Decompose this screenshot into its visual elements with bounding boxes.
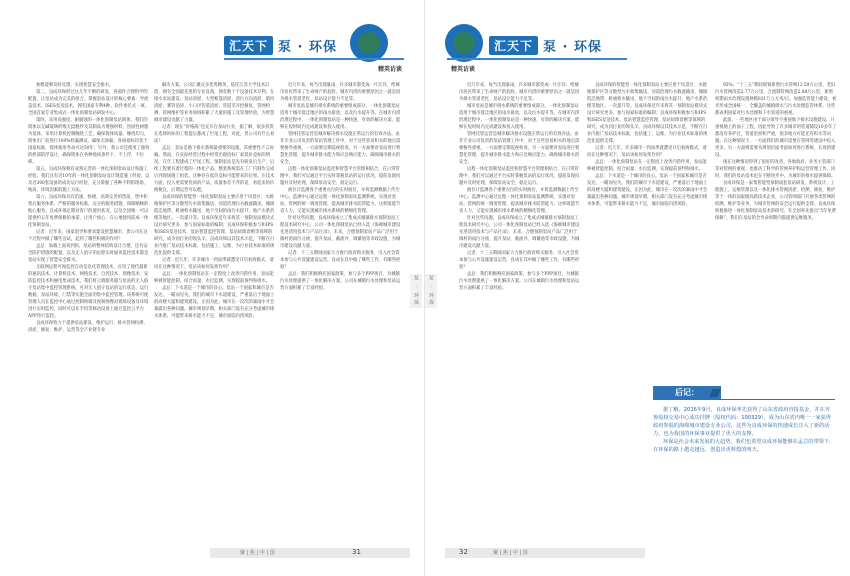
paragraph: 记者：现在“价格战”也充斥在泵站行业，据了解，很多投资在选择的标的工程提后都成了烂尾工程，对此，贵公司有什么看法？ — [154, 125, 275, 144]
emblem-icon — [350, 24, 388, 62]
left-text-column-3 — [280, 82, 402, 520]
paragraph: 液位计监测各个重要点位的实时液位，并将监测数据上传至中心。监测中心通过远程一体化预制泵站监测系统，实现对泵站、管网的统一调度管理，提高城市排水防涝能力。这样既能节省人力，又能实现城市排水系统的精细化管理。 — [280, 188, 401, 214]
emblem-icon — [445, 24, 483, 62]
paragraph: 城市泵站是城市排水系统的重要组成部分。一体化预制泵站适用于城市低洼地区的雨水排放，以及污水提升等。在城市内涝治理过程中，一体化预制泵站是一种快速、有效的解决方案，能够在短时间内完成建设和投入使用。 — [459, 104, 580, 130]
paragraph: 针对这些问题，良成环保成立了集成式城镇排水预制泵站工程技术研究中心，公司一体化预制泵站已经入选《海绵城市建设先进适用技术与产品目录》，未来，合德预制泵站产品广泛用于镇村的雨污分流、提升泵站、截流井、调蓄池等市政设施，为城市建设贡献力量。 — [459, 216, 580, 249]
paragraph: 第五，良成环保拥有成熟完善的一体化预制泵站设计和施工经验。我们具有近10年的一体化预制泵站设计制造施工经验，以及近300套设备的成功运行经验，充分掌握了各种不利的现场、地质、环境因素的施工方法。 — [28, 167, 150, 193]
paragraph: 孟总：我们积极响应国家政策，参与多个PPP项目，为城镇污水处理提供了一体化解决方案。公司在城镇污水处理和泵站运营方面积累了丰富经验。 — [459, 272, 580, 291]
paragraph: 孟总：下水道是一个城市的良心。泵站一个国家和城市是否发达、一瞄而见失。我们的城市下水道建设，严重落后于地面上的高楼大厦和建筑建设，正因为此，城市在一次次的暴雨中才会暴露出各种问题。城市规划早期，相关部门没有充分考虑城市排水体系，可能带来排水能力不足，城市面临内涝风险。 — [587, 174, 708, 207]
paragraph: 孟总：加载上面说到的，泵站的整体结构设计合理，还有安全防护措施的配置，以及无人值守的远程实时通讯监控技术都是泵站实现了智慧安全排水。 — [28, 244, 149, 263]
paragraph: 孟总：我们积极响应国家政策，参与多个PPP项目，为城镇污水处理提供了一体化解决方案。公司在城镇污水处理和泵站运营方面积累了丰富经验。 — [280, 272, 401, 291]
right-text-column-3 — [715, 82, 837, 382]
paragraph: 孟总：下水道是一个城市的良心。泵站一个国家和城市是否发达、一瞄而见失。我们的城市下水道建设，严重落后于地面上的高楼大厦和建筑建设，正因为此，城市在一次次的暴雨中才会暴露出各种问题。城市规划早期，相关部门没有充分考虑城市排水体系，可能带来排水能力不足，城市面临内涝风险。 — [154, 286, 275, 319]
section-label: 精英访谈 — [378, 66, 403, 73]
left-text-column-1 — [28, 82, 150, 520]
paragraph: 记者：十三五期间国家大力推行政府购买服务，引入社会资本参与公共设施建设运营，良成在其中做了哪些工作，有哪些经验？ — [280, 251, 401, 270]
paragraph: 良成环保的智能型一体化预制泵站主要应用于风景区、水源地保护区等分散型污水收集输送、河道治理污水截流输送、城镇低洼地带、桥涵积水输送、地下空间的雨污水提升、地产水系治理等地区。一次提升等。良成环保近年来将其一预制泵站模块式设计研究更多，参与国家标准的编制；良成环保积极参与和IPS和ISES泵送技术、泵站智慧监控管理、泵站故障诊断等领域的研究，成为同行业的领头羊。良成环保以其技术示范，不断在行业内推广泵站技术标准，包括施工、运维，为行业技术标准的规范化提供支撑。 — [587, 83, 708, 144]
paragraph: 良成环保致力于提供泵站建设、维护运行、排水管网检测、清淤、修复、维护、运营等全产业链专业 — [28, 321, 148, 333]
paragraph: 记者：近年来，国家倡导和要求建设智慧城市，贵公司在这个过程中做了哪些尝试，起到了哪些积极的作用？ — [28, 230, 148, 242]
afterword-paragraph: 环保是社会未来发展的大趋势，我们也希望良成环保能够在孟总的带领下，在环保的路上越走越远、创造出更辉煌的明天。 — [653, 439, 835, 453]
paragraph: 液位计监测各个重要点位的实时液位，并将监测数据上传至中心。监测中心通过远程一体化预制泵站监测系统，实现对泵站、管网的统一调度管理，提高城市排水防涝能力。这样既能节省人力，又能实现城市排水系统的精细化管理。 — [459, 188, 580, 214]
side-tab: 泵 · 环保 — [410, 274, 422, 308]
footer-text: 聚 | 焦 | 中 | 国 — [240, 550, 275, 556]
afterword-divider — [721, 399, 835, 400]
paragraph: 管网托管运营是城市解决排水设施正常运行的有效办法。由非专业公司负责的泵站管理工作中，对于这些容易积水的地点需要格外重视，一方面要定期巡视检查，另一方面要对泵站进行智慧化管理，提升城市排水能力和应急响应能力，确保城市排水的安全。 — [459, 132, 580, 165]
paragraph: 现在这种情况得到了很好的改善。各地政府、业务主管部门等对管网的重视，也推动了科学的管网养护和运营管理工作。同时，我们的泵站技术也在不断进步中，为城市的排水提供保障。 — [715, 160, 836, 179]
paragraph: 记者：十三五期间国家大力推行政府购买服务，引入社会资本参与公共设施建设运营，良成在其中做了哪些工作，有哪些经验？ — [459, 251, 580, 270]
paragraph: 第六，良成环保具有迅速、快捷、高效完善的售前、售中和售后服务体系，严格的服务标准，充分的服务措施、保障顺畅的贴心服务。良成环保定期对客户的使用状况，以及全国唯一可以提供约五年免费保修的承诺，让用户放心，在心地使用前成一体化预制泵站。 — [28, 195, 149, 228]
paragraph: 孟总：一体化预制泵站在一定程度上改善内涝作用，泵站能够被智能控制，结合雨量、水位监测，实现提前预判和排水。 — [587, 160, 707, 172]
paragraph: 记者：近几年，许多城市一到雨季就遭受开启看海模式，请问在这种情况下，泵站该如何发挥作用？ — [587, 146, 707, 158]
header-logo — [224, 36, 337, 54]
paragraph: 解决方案。公司汇聚众多优秀精英，依托江苏大学技术后盾，拥有全国最先进的专业设备，拥有数十个设备技术专利，在排水泵站建设、泵站清淤、大型帐篷清淤、清污方向清淤、暗河清淤、雾管消涛、小口径管道清淤、管道非开挖修复、管网检测、管网维护等业务领域积累了大量的施工及管理经验，为智慧城市建设贡献了力量。 — [154, 83, 275, 123]
paragraph: 95%；“十三五”期间规划新增污水管网12.59万公里、老旧污水管网改造2.77万公里，合流制管网改造2.88万公里，新增初期雨水治理设施规模831万立方米/日。加强监管能力建设，初步形成全国统一、全覆盖的城镇排水与污水处理监管体系，这些都表明国家对污水处理和下水管道的重视。 — [715, 83, 837, 116]
header-divider — [447, 58, 627, 60]
side-tab: 泵 · 环保 — [425, 274, 437, 308]
paragraph: 第四，采用高强度、耐腐蚀的一体化预制泵站筒体，我们的筒体以无碱玻璃纤维无捻粗纱及其制品为增强材料，热固性树脂为基体，采用计算机控制缠绕工艺，确保筒体质量。缠绕均匀，筒体出厂前进行100%检漏测试，确保无渗漏；各项指标均优于国家标准，筒体使用寿命可达50年；另外，我公司还使用了独特的底部防浮设计，确保筒体在各种地质条件下，不上浮，不位移。 — [28, 118, 150, 165]
paragraph: 近几年来，每当出现暴雨，许多城市都变成一片汪洋，给城市居民带来了生命财产的危险。城市内涝的重要原因之一就是因为排水管道老化、泵站设计能力不足等。 — [459, 83, 580, 102]
right-page — [425, 0, 850, 576]
paragraph: 孟总：一体化预制泵站在一定程度上改善内涝作用，泵站能够被智能控制，结合雨量、水位监测，实现提前预判和排水。 — [154, 272, 274, 284]
paragraph: 互联网远程可视监控自动信息化管理技术，应用了现代最新的通讯技术、计算机技术、网络技术、自控技术、图像技术、安防监控技术和丽电集成技术，我们将云端服务器与泵站的无人值守泵站集中监控管理系统，可对无人值守泵站的运行状态、运行数据、泵站环境、门禁等实施全面的集中监控管理。该系统可使管理人员在监控中心通过控制终端及视频图像对现场设备及环境进行实时监控，同时可以在手机等移动设备上通过监控云平台APP进行监控。 — [28, 265, 149, 319]
logo-box: 汇天下 — [224, 36, 273, 55]
page-number: 32 — [459, 548, 468, 556]
afterword-title: 后记： — [653, 386, 721, 400]
header-logo — [489, 36, 602, 54]
afterword-text — [653, 406, 835, 516]
header-divider — [224, 58, 404, 60]
paragraph: 良成环保是一家集智能型预制成套泵站研发、系统设计、工程施工、运维管理以及一体化排水管网清淤、检测、修复、维护等于一体的国家级高新技术企业，公司管网部门开展各类管网的检测、维护等业务，为城市管网的安全运行提供支撑。良成环保积极推进一体化预制泵站技术的研究，在全国率先推出“5年免费保修”，我们在泵站的全寿命周期内都提供运维服务。 — [715, 181, 836, 221]
paragraph: 良成环保的智能型一体化预制泵站主要应用于风景区、水源地保护区等分散型污水收集输送、河道治理污水截流输送、城镇低洼地带、桥涵积水输送、地下空间的雨污水提升、地产水系治理等地区。一次提升等。良成环保近年来将其一预制泵站模块式设计研究更多，参与国家标准的编制；良成环保积极参与和IPS和ISES泵送技术、泵站智慧监控管理、泵站故障诊断等领域的研究，成为同行业的领头羊。良成环保以其技术示范，不断在行业内推广泵站技术标准，包括施工、运维，为行业技术标准的规范化提供支撑。 — [154, 195, 275, 256]
paragraph: 参数能够及时反馈，实现智慧安全排水。 — [36, 83, 114, 88]
right-text-column-1 — [459, 82, 581, 520]
page-number: 31 — [352, 548, 361, 556]
afterword-paragraph: 据了解，2016年9月，良成环保率先获得了山东省政府直投基金，并在齐鲁股权交易中心成功挂牌（股权代码：100329），成为山东省内唯一一家获得政府参股的海绵城市建设专业公司，这些为良成环保的快速成长注入了新的活力，也为我国的环保事业提供了更大的支撑。 — [653, 407, 832, 437]
section-label: 精英访谈 — [451, 66, 476, 73]
paragraph: 近几年来，每当出现暴雨，许多城市都变成一片汪洋，给城市居民带来了生命财产的危险。城市内涝的重要原因之一就是因为排水管道老化、泵站设计能力不足等。 — [280, 83, 401, 102]
paragraph: 记者：近几年，许多城市一到雨季就遭受开启看海模式，请问在这种情况下，泵站该如何发挥作用？ — [154, 258, 274, 270]
paragraph: 孟总：泵站是地下排水系统最重要的设施，其重要性不言而喻。然而，在实际经营过程中经常出现投标厂家低价竞标的情况，在年工程建成了烂尾工程。预制泵站是先有研发后生产，后续工程要有着过程的一体化产品，整套系统需在工厂内制作完成后到现场施工组装。这种存在低价竞标可能带来的后果。在技术方面，投入更需要优质的产品，质量参差不齐的话，看起来的价格便宜，后期运营可以吧。 — [154, 146, 275, 193]
footer-text: 聚 | 焦 | 中 | 国 — [493, 550, 528, 556]
footer-band — [445, 548, 645, 558]
paragraph: 第二，良成环保经过这几年不断的研发，各部件合理科学的配置，让泵站成为完美的组合。掌握泵站设计的核心要素：导流盖技术、ISES泵送技术，拥有国家专利4种。软件委托式一项，全国首家专业集成式一体化预制泵站研发中心。 — [28, 90, 149, 116]
logo-text: 泵 · 环保 — [543, 39, 603, 55]
paragraph: 远程一体化预制泵站监控和智慧平台管理相结合，在日常管理中，我们可以通过平台实时掌握泵站的运行状况，提前发现问题并及时处理，保障泵站安全、稳定运行。 — [280, 167, 401, 186]
logo-text: 泵 · 环保 — [278, 39, 338, 55]
paragraph: 远程一体化预制泵站监控和智慧平台管理相结合，在日常管理中，我们可以通过平台实时掌握泵站的运行状况，提前发现问题并及时处理，保障泵站安全、稳定运行。 — [459, 167, 580, 186]
paragraph: 管网托管运营是城市解决排水设施正常运行的有效办法。由非专业公司负责的泵站管理工作中，对于这些容易积水的地点需要格外重视，一方面要定期巡视检查，另一方面要对泵站进行智慧化管理，提升城市排水能力和应急响应能力，确保城市排水的安全。 — [280, 132, 401, 165]
paragraph: 针对这些问题，良成环保成立了集成式城镇排水预制泵站工程技术研究中心，公司一体化预制泵站已经入选《海绵城市建设先进适用技术与产品目录》，未来，合德预制泵站产品广泛用于镇村的雨污分流、提升泵站、截流井、调蓄池等市政设施，为城市建设贡献力量。 — [280, 216, 401, 249]
paragraph: 此前，一些地区由于部分领导不重视地下排水设施建设，只重视地上的面子工程，因此导致了许多城市的管道铺设10多年了都没有养护过，管道里淤积严重，很多地方可能还有积水等问题。在这种情况下，一方面我们的城市需要在管网等建设中投入更多，另一方面则需要从规划层面考虑如何进行系统、长效的建设。 — [715, 118, 837, 158]
logo-box: 汇天下 — [489, 36, 538, 55]
paragraph: 城市泵站是城市排水系统的重要组成部分。一体化预制泵站适用于城市低洼地区的雨水排放，以及污水提升等。在城市内涝治理过程中，一体化预制泵站是一种快速、有效的解决方案，能够在短时间内完成建设和投入使用。 — [280, 104, 401, 130]
left-text-column-2 — [154, 82, 276, 520]
